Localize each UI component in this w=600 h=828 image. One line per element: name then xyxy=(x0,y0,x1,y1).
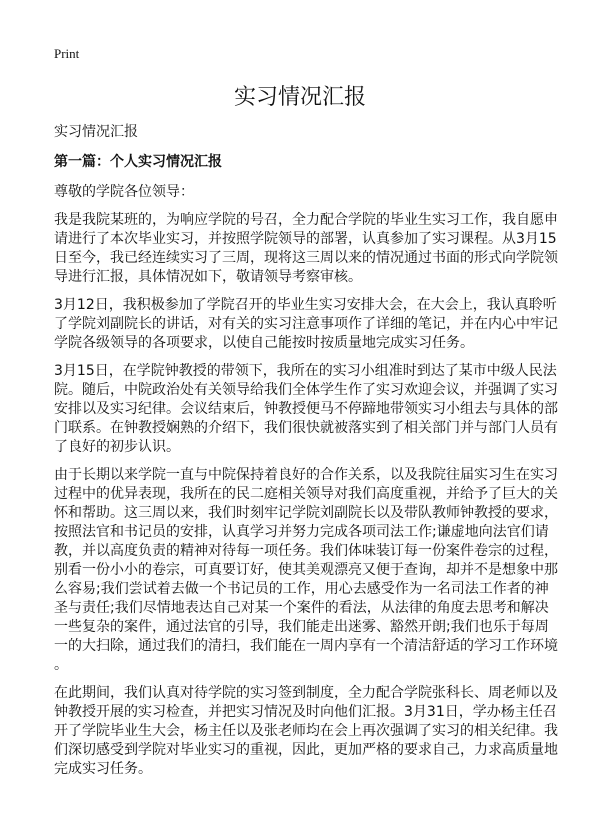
paragraph-line: 们深切感受到学院对毕业实习的重视，因此，更加严格的要求自己，力求高质量地 xyxy=(54,742,558,758)
print-link[interactable]: Print xyxy=(54,46,80,61)
document-subtitle: 实习情况汇报 xyxy=(54,124,138,140)
paragraph-line: 钟教授开展的实习检查，并把实习情况及时向他们汇报。3月31日，学办杨主任召 xyxy=(54,704,557,720)
paragraph-line: 3月12日，我积极参加了学院召开的毕业生实习安排大会，在大会上，我认真聆听 xyxy=(54,297,557,313)
section-heading: 第一篇：个人实习情况汇报 xyxy=(54,154,222,170)
paragraph-line: 过程中的优异表现，我所在的民二庭相关领导对我们高度重视，并给予了巨大的关 xyxy=(54,486,558,502)
paragraph-line: 完成实习任务。 xyxy=(54,761,152,777)
paragraph-line: 门联系。在钟教授娴熟的介绍下，我们很快就被落实到了相关部门并与部门人员有 xyxy=(54,420,558,436)
paragraph xyxy=(54,684,558,779)
paragraph-line: 。 xyxy=(54,657,68,673)
document-body xyxy=(54,211,558,788)
paragraph-line: 日至今，我已经连续实习了三周，现将这三周以来的情况通过书面的形式向学院领 xyxy=(54,250,558,266)
paragraph xyxy=(54,296,558,353)
paragraph-line: 教，并以高度负责的精神对待每一项任务。我们体味装订每一份案件卷宗的过程， xyxy=(54,543,558,559)
paragraph-line: 在此期间，我们认真对待学院的实习签到制度，全力配合学院张科长、周老师以及 xyxy=(54,685,558,701)
paragraph xyxy=(54,466,558,675)
paragraph-line: 么容易;我们尝试着去做一个书记员的工作，用心去感受作为一名司法工作者的神 xyxy=(54,581,549,597)
paragraph-line: 请进行了本次毕业实习，并按照学院领导的部署，认真参加了实习课程。从3月15 xyxy=(54,231,557,247)
paragraph-line: 3月15日，在学院钟教授的带领下，我所在的实习小组准时到达了某市中级人民法 xyxy=(54,363,557,379)
paragraph-line: 学院各级领导的各项要求，以使自己能按时按质量地完成实习任务。 xyxy=(54,335,474,351)
paragraph-line: 安排以及实习纪律。会议结束后，钟教授便马不停蹄地带领实习小组去与具体的部 xyxy=(54,401,558,417)
paragraph-line: 院。随后，中院政治处有关领导给我们全体学生作了实习欢迎会议，并强调了实习 xyxy=(54,382,558,398)
page-title: 实习情况汇报 xyxy=(233,85,366,110)
paragraph-line: 一些复杂的案件，通过法官的引导，我们能走出迷雾、豁然开朗;我们也乐于每周 xyxy=(54,619,549,635)
paragraph-line: 一的大扫除，通过我们的清扫，我们能在一周内享有一个清洁舒适的学习工作环境 xyxy=(54,638,558,654)
paragraph-line: 怀和帮助。这三周以来，我们时刻牢记学院刘副院长以及带队教师钟教授的要求， xyxy=(54,505,558,521)
paragraph-line: 别看一份小小的卷宗，可真要订好，使其美观漂亮又便于查询，却并不是想象中那 xyxy=(54,562,558,578)
paragraph-line: 了学院刘副院长的讲话，对有关的实习注意事项作了详细的笔记，并在内心中牢记 xyxy=(54,316,558,332)
paragraph xyxy=(54,211,558,287)
paragraph xyxy=(54,362,558,457)
paragraph-line: 导进行汇报，具体情况如下，敬请领导考察审核。 xyxy=(54,269,362,285)
paragraph-line: 由于长期以来学院一直与中院保持着良好的合作关系，以及我院往届实习生在实习 xyxy=(54,467,558,483)
paragraph-line: 我是我院某班的，为响应学院的号召，全力配合学院的毕业生实习工作，我自愿申 xyxy=(54,212,558,228)
paragraph-line: 了良好的初步认识。 xyxy=(54,439,180,455)
paragraph-line: 圣与责任;我们尽情地表达自己对某一个案件的看法，从法律的角度去思考和解决 xyxy=(54,600,549,616)
greeting: 尊敬的学院各位领导： xyxy=(54,184,194,200)
paragraph-line: 开了学院毕业生大会，杨主任以及张老师均在会上再次强调了实习的相关纪律。我 xyxy=(54,723,558,739)
paragraph-line: 按照法官和书记员的安排，认真学习并努力完成各项司法工作;谦虚地向法官们请 xyxy=(54,524,549,540)
